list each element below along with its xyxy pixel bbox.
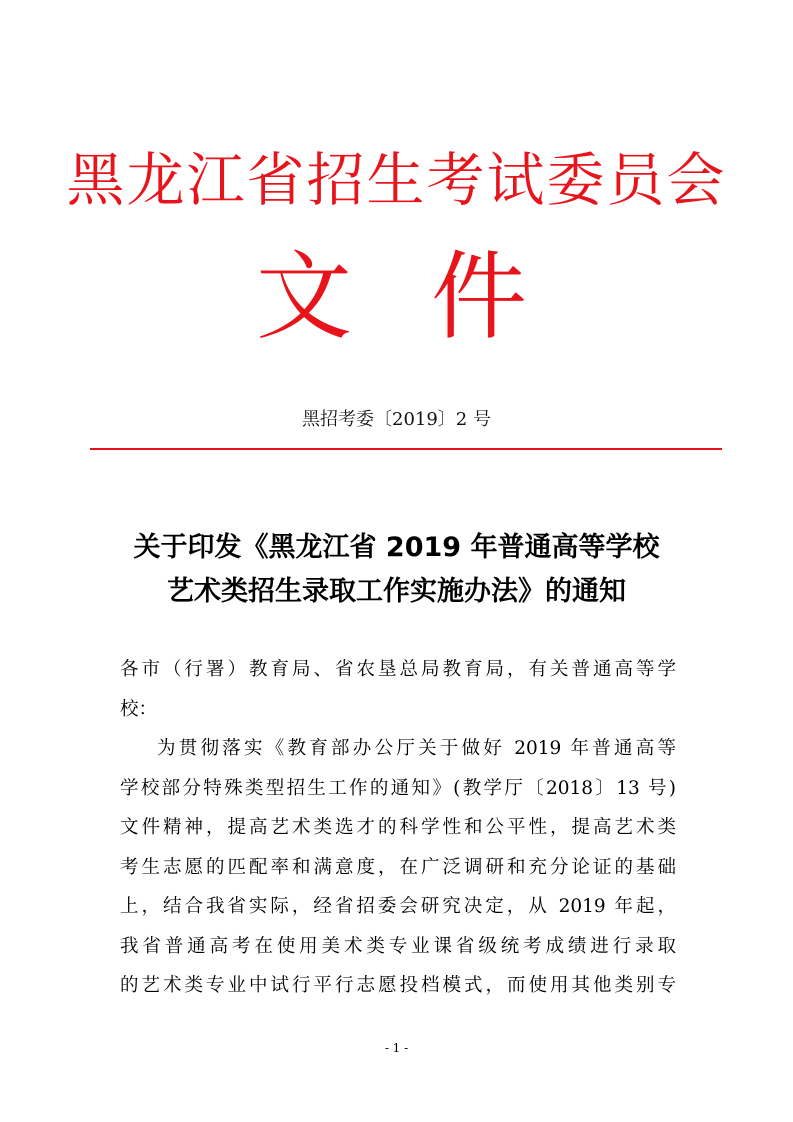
body-line: 学校部分特殊类型招生工作的通知》(教学厅〔2018〕13 号) bbox=[120, 777, 676, 799]
document-type-char-2: 件 bbox=[431, 241, 527, 353]
body-line: 校： bbox=[120, 698, 158, 720]
notice-body bbox=[120, 650, 676, 1006]
body-line: 上，结合我省实际，经省招委会研究决定，从 2019 年起， bbox=[120, 896, 676, 917]
title-line-2: 艺术类招生录取工作实施办法》的通知 bbox=[167, 576, 626, 607]
body-line: 的艺术类专业中试行平行志愿投档模式，而使用其他类别专 bbox=[120, 975, 676, 996]
page-number: - 1 - bbox=[384, 1041, 409, 1055]
document-type-heading bbox=[256, 242, 556, 352]
title-line-1: 关于印发《黑龙江省 2019 年普通高等学校 bbox=[133, 532, 660, 563]
red-divider bbox=[90, 448, 722, 450]
body-line: 考生志愿的匹配率和满意度，在广泛调研和充分论证的基础 bbox=[120, 856, 676, 878]
issuer-heading: 黑龙江省招生考试委员会 bbox=[66, 146, 727, 214]
body-line: 为贯彻落实《教育部办公厅关于做好 2019 年普通高等 bbox=[157, 738, 676, 759]
notice-title bbox=[60, 526, 733, 614]
document-type-char-1: 文 bbox=[256, 241, 352, 353]
body-line: 文件精神，提高艺术类选才的科学性和公平性，提高艺术类 bbox=[120, 817, 676, 838]
body-line: 我省普通高考在使用美术类专业课省级统考成绩进行录取 bbox=[120, 935, 676, 957]
body-line: 各市（行署）教育局、省农垦总局教育局，有关普通高等学 bbox=[120, 659, 676, 680]
document-number: 黑招考委〔2019〕2 号 bbox=[302, 409, 491, 430]
